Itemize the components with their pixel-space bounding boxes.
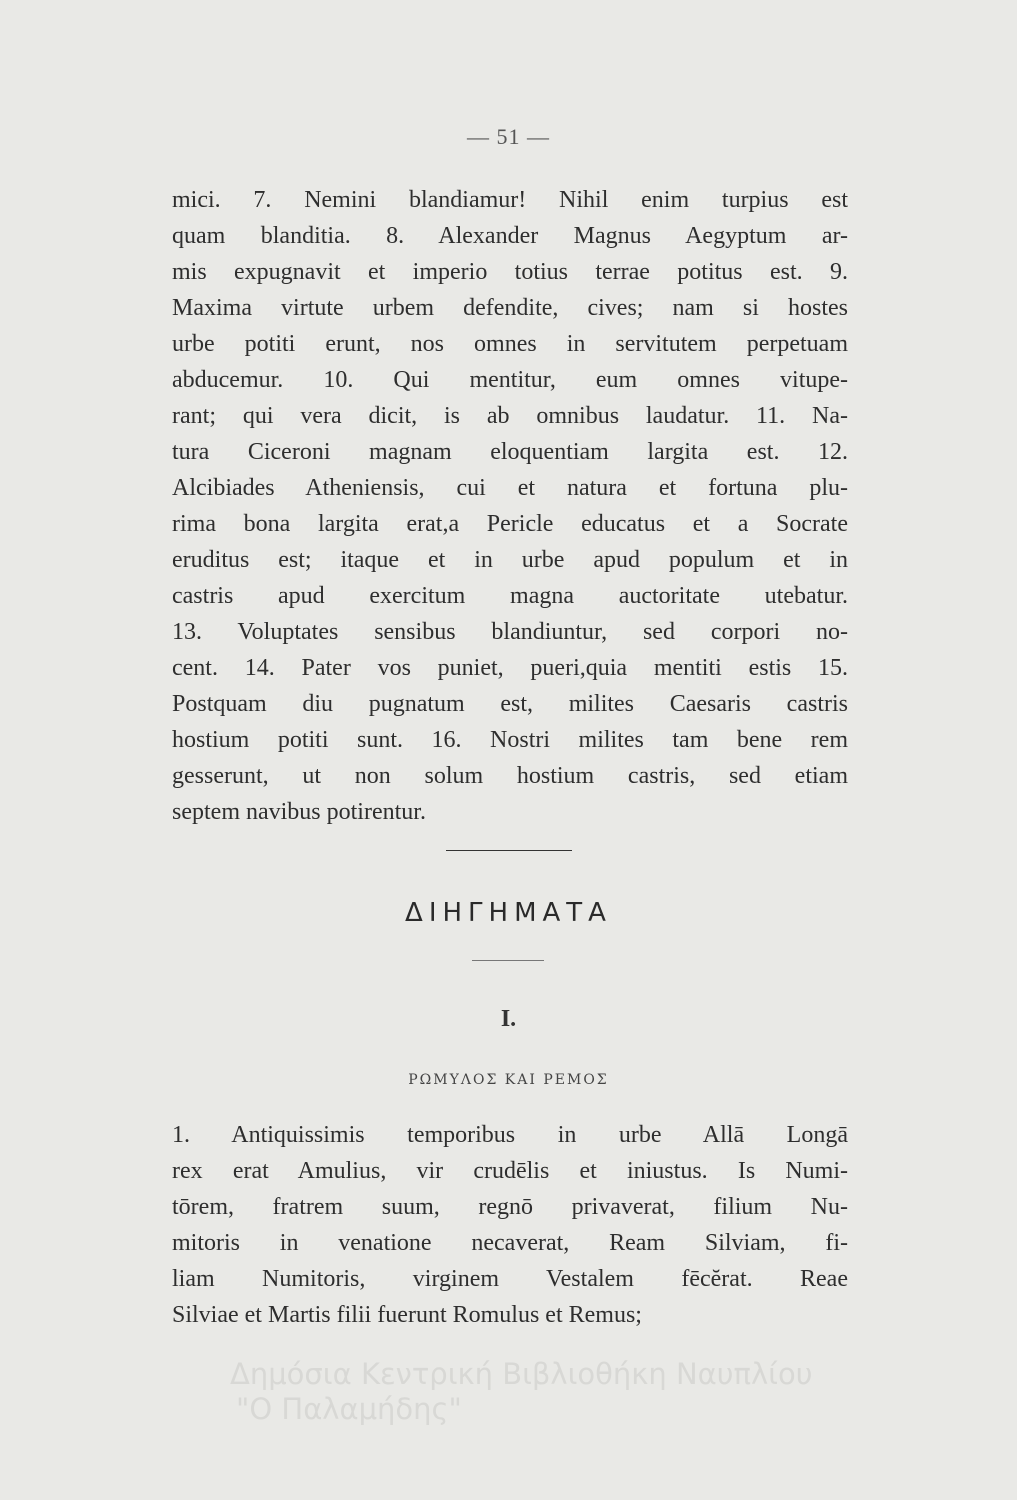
text-line: 1. Antiquissimis temporibus in urbe Allā Longā bbox=[172, 1122, 848, 1148]
text-line: castris apud exercitum magna auctoritate utebatur. bbox=[172, 583, 848, 609]
text-line: rima bona largita erat,a Pericle educatus et a Socrate bbox=[172, 511, 848, 537]
text-line: Silviae et Martis filii fuerunt Romulus et Remus; bbox=[172, 1302, 642, 1328]
text-line: septem navibus potirentur. bbox=[172, 799, 426, 825]
divider-rule bbox=[446, 850, 572, 851]
text-line: mis expugnavit et imperio totius terrae potitus est. 9. bbox=[172, 259, 848, 285]
chapter-subtitle: ΡΩΜΥΛΟΣ ΚΑΙ ΡΕΜΟΣ bbox=[408, 1072, 609, 1088]
text-line: eruditus est; itaque et in urbe apud populum et in bbox=[172, 547, 848, 573]
text-line: rex erat Amulius, vir crudēlis et iniustus. Is Numi- bbox=[172, 1158, 848, 1184]
text-line: urbe potiti erunt, nos omnes in servitutem perpetuam bbox=[172, 331, 848, 357]
paragraph-story bbox=[172, 1117, 848, 1333]
text-line: abducemur. 10. Qui mentitur, eum omnes vitupe- bbox=[172, 367, 848, 393]
text-line: Postquam diu pugnatum est, milites Caesaris castris bbox=[172, 691, 848, 717]
text-line: cent. 14. Pater vos puniet, pueri,quia mentiti estis 15. bbox=[172, 655, 848, 681]
chapter-number: I. bbox=[500, 1006, 517, 1032]
section-title: ΔΙΗΓΗΜΑΤΑ bbox=[405, 898, 612, 928]
text-line: 13. Voluptates sensibus blandiuntur, sed corpori no- bbox=[172, 619, 848, 645]
divider-rule-short bbox=[472, 960, 544, 961]
text-line: gesserunt, ut non solum hostium castris, sed etiam bbox=[172, 763, 848, 789]
text-line: hostium potiti sunt. 16. Nostri milites tam bene rem bbox=[172, 727, 848, 753]
paragraph-exercises bbox=[172, 182, 848, 830]
text-line: mici. 7. Nemini blandiamur! Nihil enim turpius est bbox=[172, 187, 848, 213]
page-number: — 51 — bbox=[467, 124, 550, 149]
text-line: Maxima virtute urbem defendite, cives; nam si hostes bbox=[172, 295, 848, 321]
text-line: Alcibiades Atheniensis, cui et natura et fortuna plu- bbox=[172, 475, 848, 501]
text-line: mitoris in venatione necaverat, Ream Silviam, fi- bbox=[172, 1230, 848, 1256]
text-line: rant; qui vera dicit, is ab omnibus laudatur. 11. Na- bbox=[172, 403, 848, 429]
text-line: tōrem, fratrem suum, regnō privaverat, filium Nu- bbox=[172, 1194, 848, 1220]
library-watermark-line2: "Ο Παλαμήδης" bbox=[236, 1392, 462, 1426]
text-line: quam blanditia. 8. Alexander Magnus Aegyptum ar- bbox=[172, 223, 848, 249]
library-watermark-line1: Δημόσια Κεντρική Βιβλιοθήκη Ναυπλίου bbox=[230, 1357, 813, 1391]
text-line: tura Ciceroni magnam eloquentiam largita est. 12. bbox=[172, 439, 848, 465]
text-line: liam Numitoris, virginem Vestalem fēcĕrat. Reae bbox=[172, 1266, 848, 1292]
